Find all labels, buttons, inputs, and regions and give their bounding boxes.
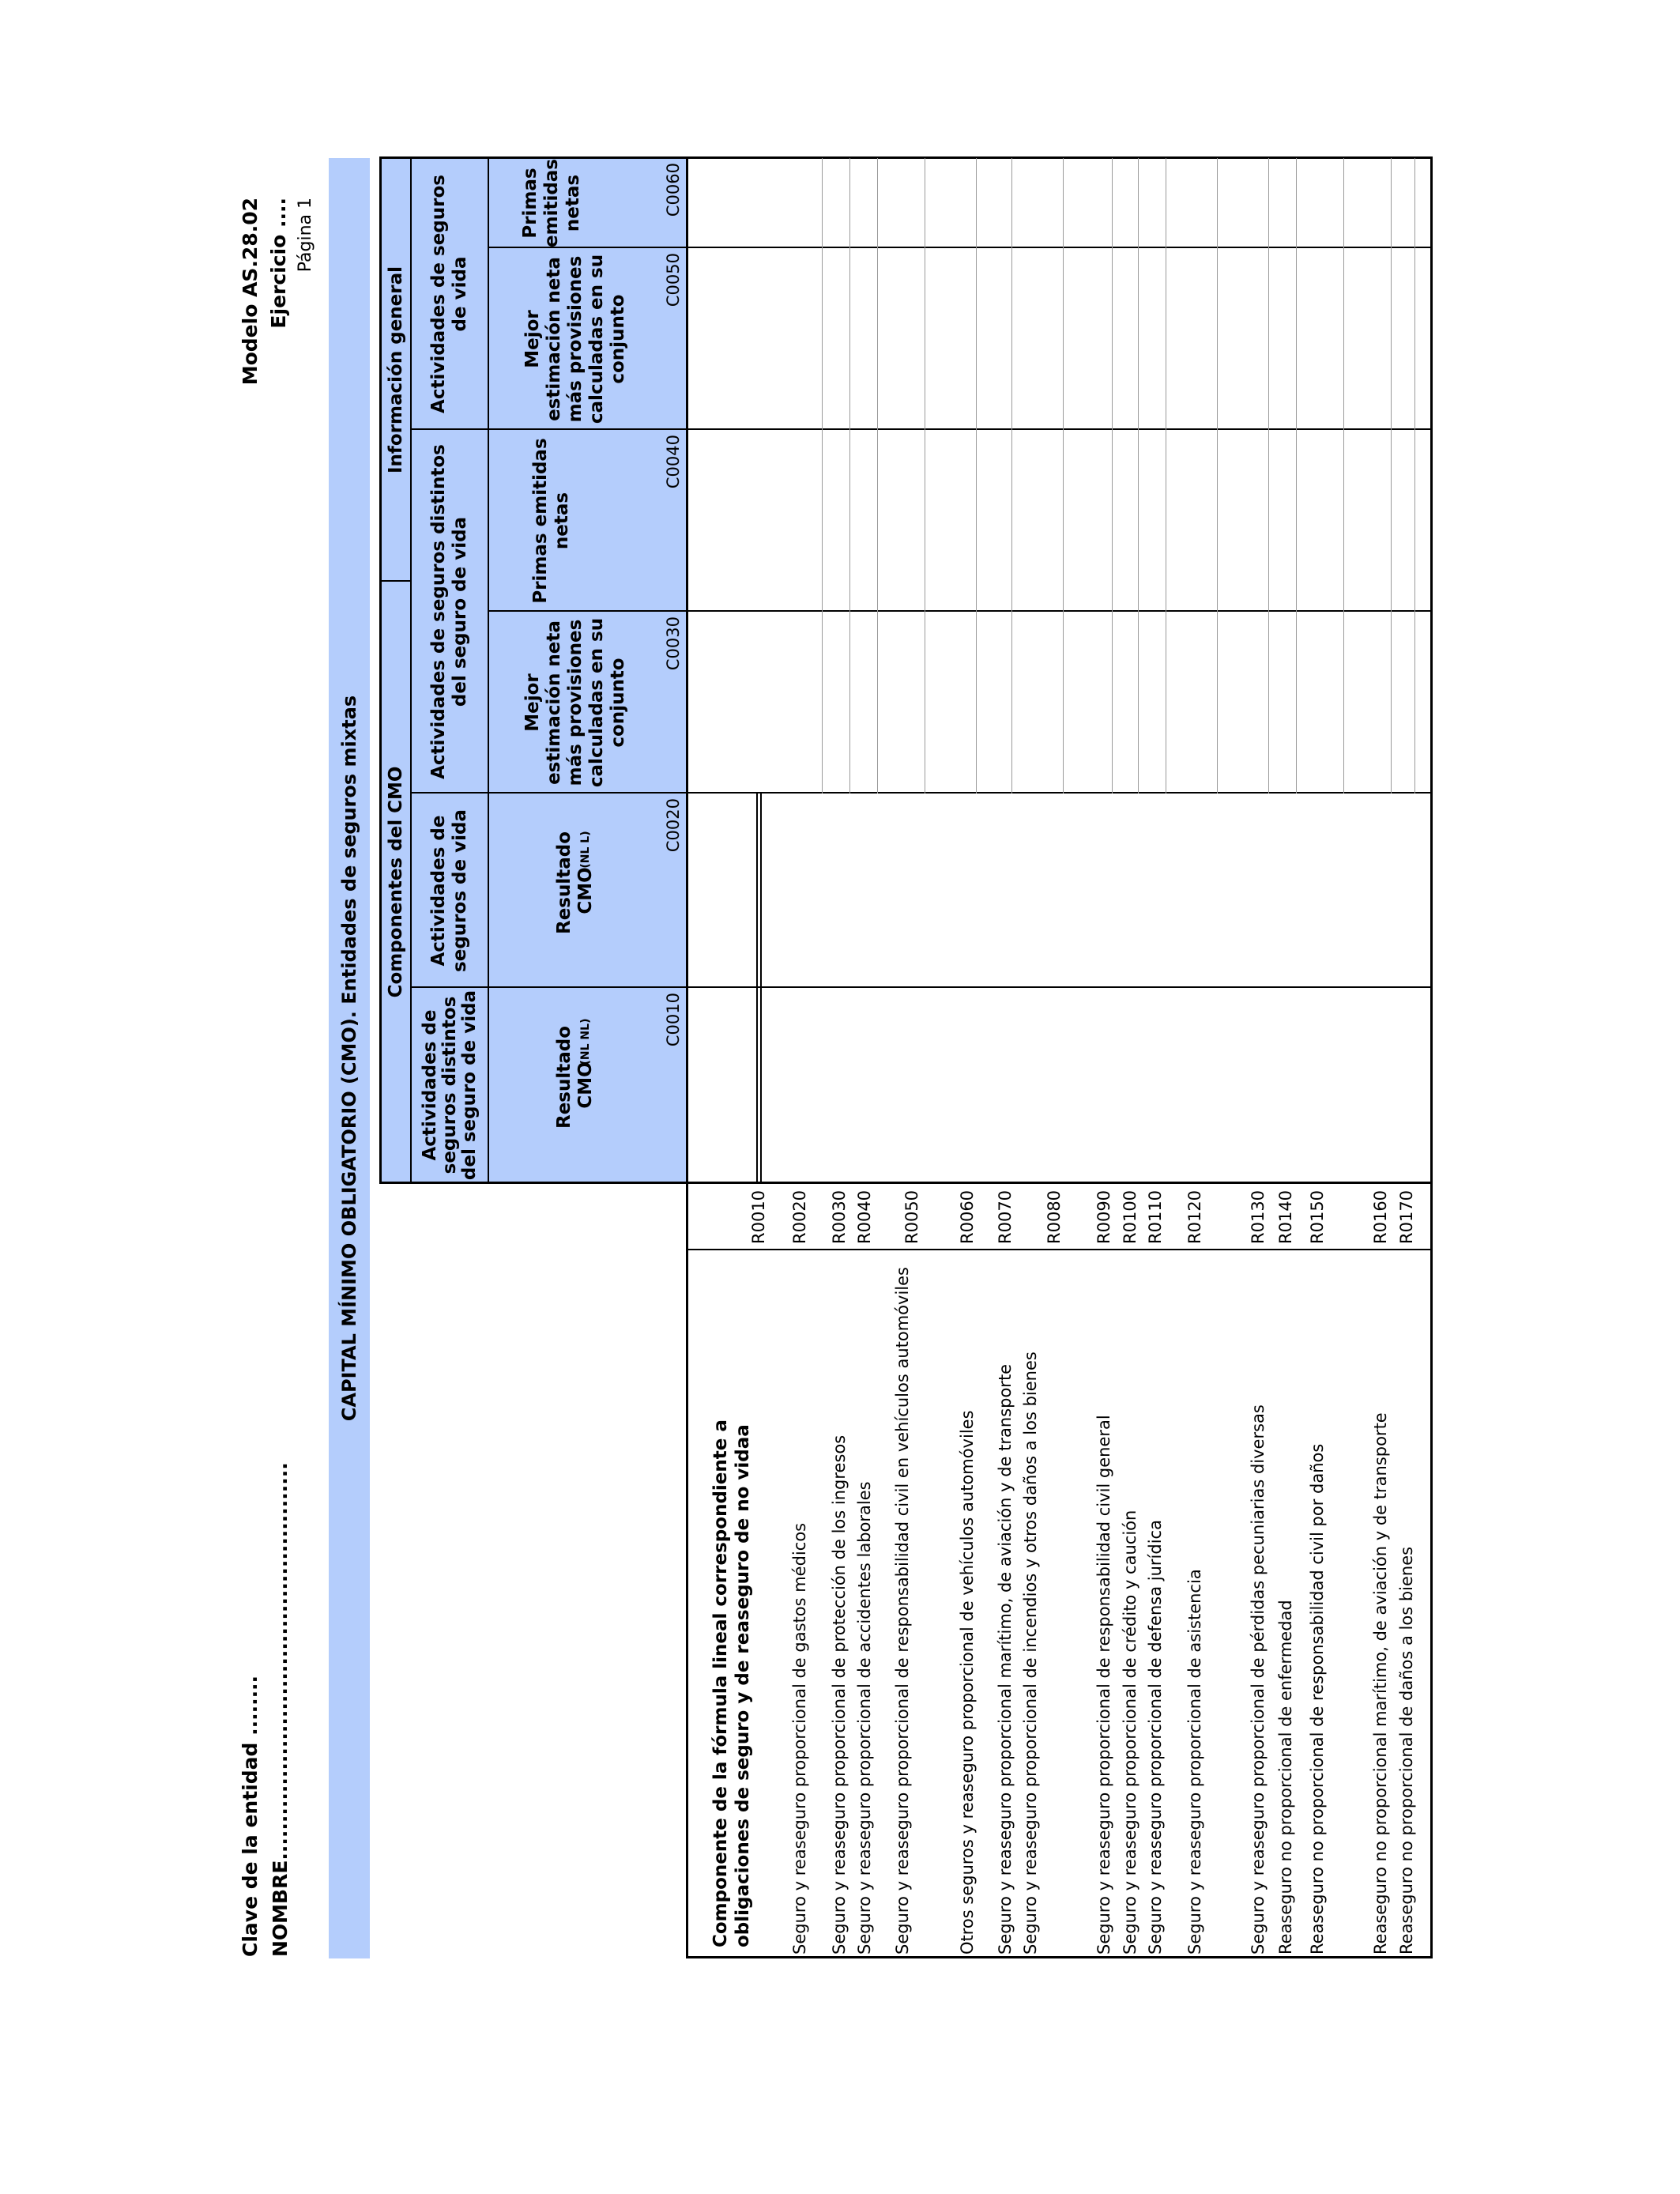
col-c0020-main: Resultado CMO xyxy=(554,831,596,934)
row-code: R0050 xyxy=(902,1189,921,1244)
grid-line xyxy=(976,158,977,794)
line xyxy=(488,158,489,1182)
entity-name-label: NOMBRE..................................................... xyxy=(269,1462,292,1957)
page-number: Página 1 xyxy=(296,198,315,273)
row-label: Seguro y reaseguro proporcional de protección de los ingresos xyxy=(830,1434,849,1955)
row-label: Seguro y reaseguro proporcional de asistencia xyxy=(1185,1569,1204,1955)
row-code: R0010 xyxy=(749,1189,768,1244)
line xyxy=(686,1250,1430,1251)
col-code-c0040: C0040 xyxy=(664,435,683,489)
sub-nonlife-general: Actividades de seguros distintos del seguro de vida xyxy=(428,444,470,779)
grid-line xyxy=(877,158,878,794)
row-code: R0150 xyxy=(1308,1189,1327,1244)
row-label: Seguro y reaseguro proporcional de defensa jurídica xyxy=(1146,1520,1165,1955)
row-code: R0090 xyxy=(1094,1189,1113,1244)
grid-line xyxy=(1391,158,1392,794)
row-code: R0100 xyxy=(1121,1189,1139,1244)
line xyxy=(686,1182,1433,1184)
grid-line xyxy=(822,158,823,794)
row-code: R0080 xyxy=(1045,1189,1064,1244)
grid-line xyxy=(1268,158,1269,794)
line xyxy=(410,429,687,431)
line xyxy=(686,611,1430,613)
col-code-c0050: C0050 xyxy=(664,253,683,307)
col-code-c0010: C0010 xyxy=(664,993,683,1047)
grid-line xyxy=(1063,158,1064,794)
line xyxy=(488,247,687,249)
line xyxy=(410,793,687,794)
line xyxy=(488,611,687,613)
row-code: R0040 xyxy=(855,1189,874,1244)
col-c0050-header: Mejor estimación neta más provisiones calculadas en su conjunto xyxy=(522,254,628,424)
line xyxy=(686,1956,1433,1958)
row-label: Seguro y reaseguro proporcional de incendios y otros daños a los bienes xyxy=(1021,1351,1040,1955)
col-c0060-header: Primas emitidas netas xyxy=(519,158,583,247)
grid-line xyxy=(1343,158,1344,794)
row-label: Seguro y reaseguro proporcional de crédito y caución xyxy=(1121,1510,1139,1955)
sub-life-components: Actividades de seguros de vida xyxy=(428,809,470,972)
col-code-c0020: C0020 xyxy=(664,798,683,853)
row-code: R0070 xyxy=(996,1189,1015,1244)
line xyxy=(756,794,758,1182)
col-code-c0030: C0030 xyxy=(664,616,683,671)
section-label: Componente de la fórmula lineal correspondiente a obligaciones de seguro y de reaseguro de no vidaa xyxy=(710,1419,753,1947)
grid-line xyxy=(1011,158,1012,794)
row-code: R0160 xyxy=(1371,1189,1390,1244)
col-c0020-header xyxy=(488,794,662,988)
line xyxy=(410,987,687,989)
row-code: R0030 xyxy=(830,1189,849,1244)
row-label: Reaseguro no proporcional de responsabilidad civil por daños xyxy=(1308,1443,1327,1955)
grid-line xyxy=(849,158,850,794)
row-code: R0110 xyxy=(1146,1189,1165,1244)
grid-line xyxy=(1138,158,1139,794)
row-label: Seguro y reaseguro proporcional de accidentes laborales xyxy=(855,1481,874,1955)
line xyxy=(686,1182,688,1958)
grid-line xyxy=(1112,158,1113,794)
line xyxy=(686,793,1430,794)
group-general-header: Información general xyxy=(385,266,406,474)
line xyxy=(379,156,382,1184)
line xyxy=(686,156,688,1184)
row-label: Seguro y reaseguro proporcional de pérdidas pecuniarias diversas xyxy=(1249,1404,1268,1955)
line xyxy=(686,429,1430,431)
row-label: Seguro y reaseguro proporcional de gastos médicos xyxy=(790,1522,809,1955)
group-components-header: Componentes del CMO xyxy=(385,766,406,998)
entity-key-label: Clave de la entidad ........ xyxy=(239,1675,262,1957)
row-code: R0170 xyxy=(1397,1189,1416,1244)
row-label: Reaseguro no proporcional marítimo, de aviación y de transporte xyxy=(1371,1412,1390,1955)
sub-life-general: Actividades de seguros de vida xyxy=(428,175,470,413)
model-code: Modelo AS.28.02 xyxy=(239,198,262,386)
fiscal-year: Ejercicio .... xyxy=(267,198,290,329)
row-label: Reaseguro no proporcional de daños a los bienes xyxy=(1397,1546,1416,1955)
row-code: R0020 xyxy=(790,1189,809,1244)
row-label: Seguro y reaseguro proporcional marítimo, de aviación y de transporte xyxy=(996,1363,1015,1955)
row-label: Seguro y reaseguro proporcional de responsabilidad civil en vehículos automóviles xyxy=(893,1267,912,1955)
grid-line xyxy=(1414,158,1415,794)
col-c0010-header xyxy=(488,988,662,1182)
col-code-c0060: C0060 xyxy=(664,163,683,217)
line xyxy=(686,247,1430,249)
line xyxy=(379,581,411,582)
row-code: R0130 xyxy=(1249,1189,1268,1244)
grid-line xyxy=(1296,158,1297,794)
row-code: R0120 xyxy=(1185,1189,1204,1244)
row-label: Otros seguros y reaseguro proporcional de vehículos automóviles xyxy=(958,1410,977,1955)
col-c0010-small: (NL NL) xyxy=(579,1018,592,1065)
row-label: Seguro y reaseguro proporcional de responsabilidad civil general xyxy=(1094,1415,1113,1955)
line xyxy=(1430,156,1433,1958)
row-code: R0140 xyxy=(1276,1189,1295,1244)
sub-nonlife-components: Actividades de seguros distintos del seguro de vida xyxy=(419,990,480,1181)
col-c0030-header: Mejor estimación neta más provisiones calculadas en su conjunto xyxy=(522,617,628,788)
line xyxy=(379,1182,689,1184)
col-c0010-main: Resultado CMO xyxy=(554,1025,596,1129)
col-c0040-header: Primas emitidas netas xyxy=(530,438,572,604)
page-title: CAPITAL MÍNIMO OBLIGATORIO (CMO). Entidades de seguros mixtas xyxy=(338,695,360,1422)
row-label: Reaseguro no proporcional de enfermedad xyxy=(1276,1600,1295,1955)
line xyxy=(379,156,1433,159)
line xyxy=(686,987,1430,989)
line xyxy=(410,158,412,1182)
row-code: R0060 xyxy=(958,1189,977,1244)
col-c0020-small: (NL L) xyxy=(579,831,592,869)
grid-line xyxy=(1217,158,1218,794)
line xyxy=(760,794,762,1182)
